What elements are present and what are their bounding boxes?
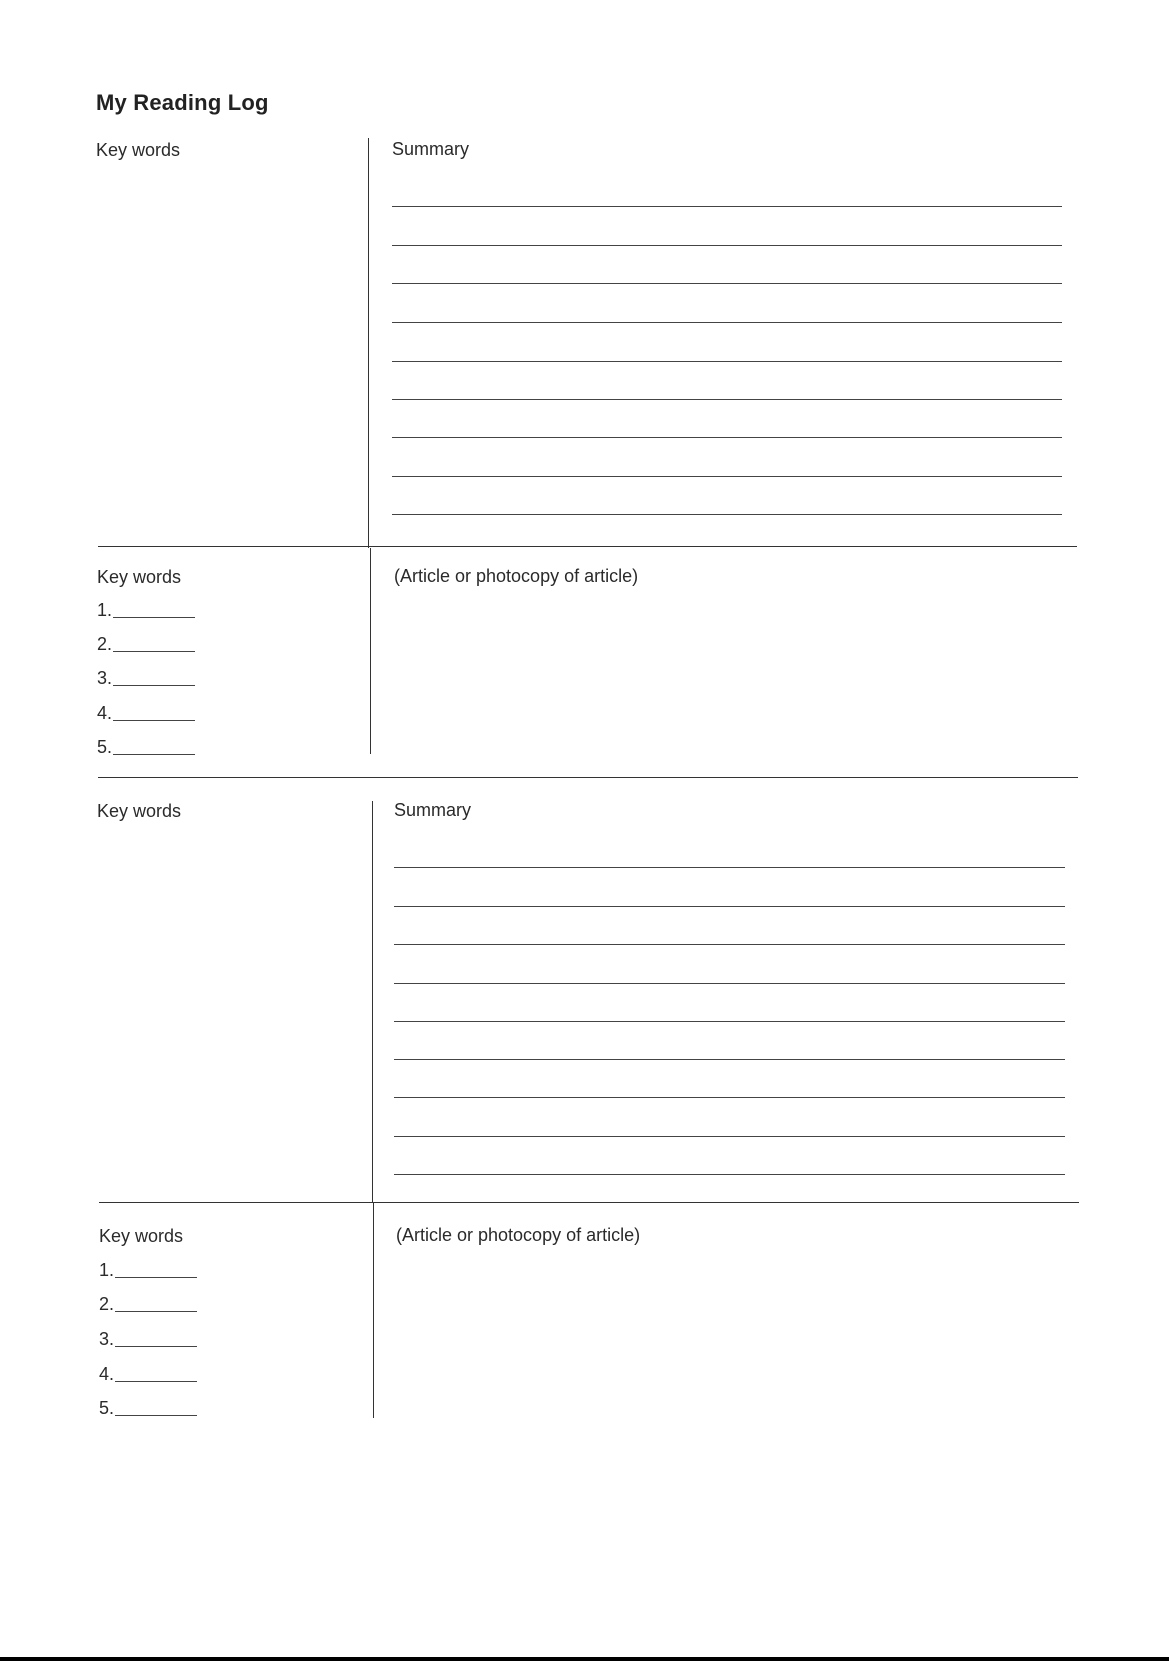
section-divider — [99, 1202, 1079, 1203]
blank-line[interactable] — [115, 1381, 197, 1382]
item-number: 5. — [97, 737, 113, 757]
writing-line[interactable] — [392, 399, 1062, 400]
item-number: 1. — [97, 600, 113, 620]
writing-line[interactable] — [392, 361, 1062, 362]
article-label: (Article or photocopy of article) — [394, 566, 639, 586]
blank-line[interactable] — [113, 651, 195, 652]
writing-line[interactable] — [392, 206, 1062, 207]
writing-line[interactable] — [394, 1059, 1065, 1060]
column-divider — [372, 801, 373, 1203]
writing-line[interactable] — [392, 476, 1062, 477]
blank-line[interactable] — [113, 685, 195, 686]
summary-label: Summary — [392, 139, 470, 159]
summary-label: Summary — [394, 800, 472, 820]
blank-line[interactable] — [115, 1277, 197, 1278]
writing-line[interactable] — [394, 1097, 1065, 1098]
item-number: 2. — [97, 634, 113, 654]
writing-line[interactable] — [392, 514, 1062, 515]
item-number: 5. — [99, 1398, 115, 1418]
blank-line[interactable] — [113, 720, 195, 721]
writing-line[interactable] — [394, 983, 1065, 984]
writing-line[interactable] — [392, 283, 1062, 284]
key-words-label: Key words — [97, 567, 182, 587]
writing-line[interactable] — [392, 437, 1062, 438]
page-title: My Reading Log — [96, 90, 269, 115]
list-item[interactable] — [97, 703, 195, 724]
blank-line[interactable] — [113, 754, 195, 755]
blank-line[interactable] — [115, 1346, 197, 1347]
writing-line[interactable] — [394, 1021, 1065, 1022]
item-number: 4. — [97, 703, 113, 723]
list-item[interactable] — [97, 668, 195, 689]
list-item[interactable] — [99, 1260, 197, 1281]
writing-line[interactable] — [394, 1136, 1065, 1137]
list-item[interactable] — [97, 600, 195, 621]
writing-line[interactable] — [394, 867, 1065, 868]
item-number: 3. — [97, 668, 113, 688]
column-divider — [373, 1203, 374, 1418]
item-number: 4. — [99, 1364, 115, 1384]
section-divider — [98, 777, 1078, 778]
key-words-label: Key words — [97, 801, 182, 821]
blank-line[interactable] — [113, 617, 195, 618]
scan-edge — [0, 1657, 1169, 1661]
key-words-label: Key words — [96, 140, 181, 160]
list-item[interactable] — [99, 1398, 197, 1419]
key-words-label: Key words — [99, 1226, 184, 1246]
column-divider — [368, 138, 369, 548]
list-item[interactable] — [97, 634, 195, 655]
writing-line[interactable] — [394, 944, 1065, 945]
list-item[interactable] — [99, 1364, 197, 1385]
blank-line[interactable] — [115, 1415, 197, 1416]
blank-line[interactable] — [115, 1311, 197, 1312]
writing-line[interactable] — [392, 245, 1062, 246]
item-number: 2. — [99, 1294, 115, 1314]
writing-line[interactable] — [394, 1174, 1065, 1175]
item-number: 3. — [99, 1329, 115, 1349]
article-label: (Article or photocopy of article) — [396, 1225, 641, 1245]
writing-line[interactable] — [394, 906, 1065, 907]
section-divider — [98, 546, 1077, 547]
column-divider — [370, 548, 371, 754]
list-item[interactable] — [97, 737, 195, 758]
item-number: 1. — [99, 1260, 115, 1280]
list-item[interactable] — [99, 1294, 197, 1315]
list-item[interactable] — [99, 1329, 197, 1350]
writing-line[interactable] — [392, 322, 1062, 323]
